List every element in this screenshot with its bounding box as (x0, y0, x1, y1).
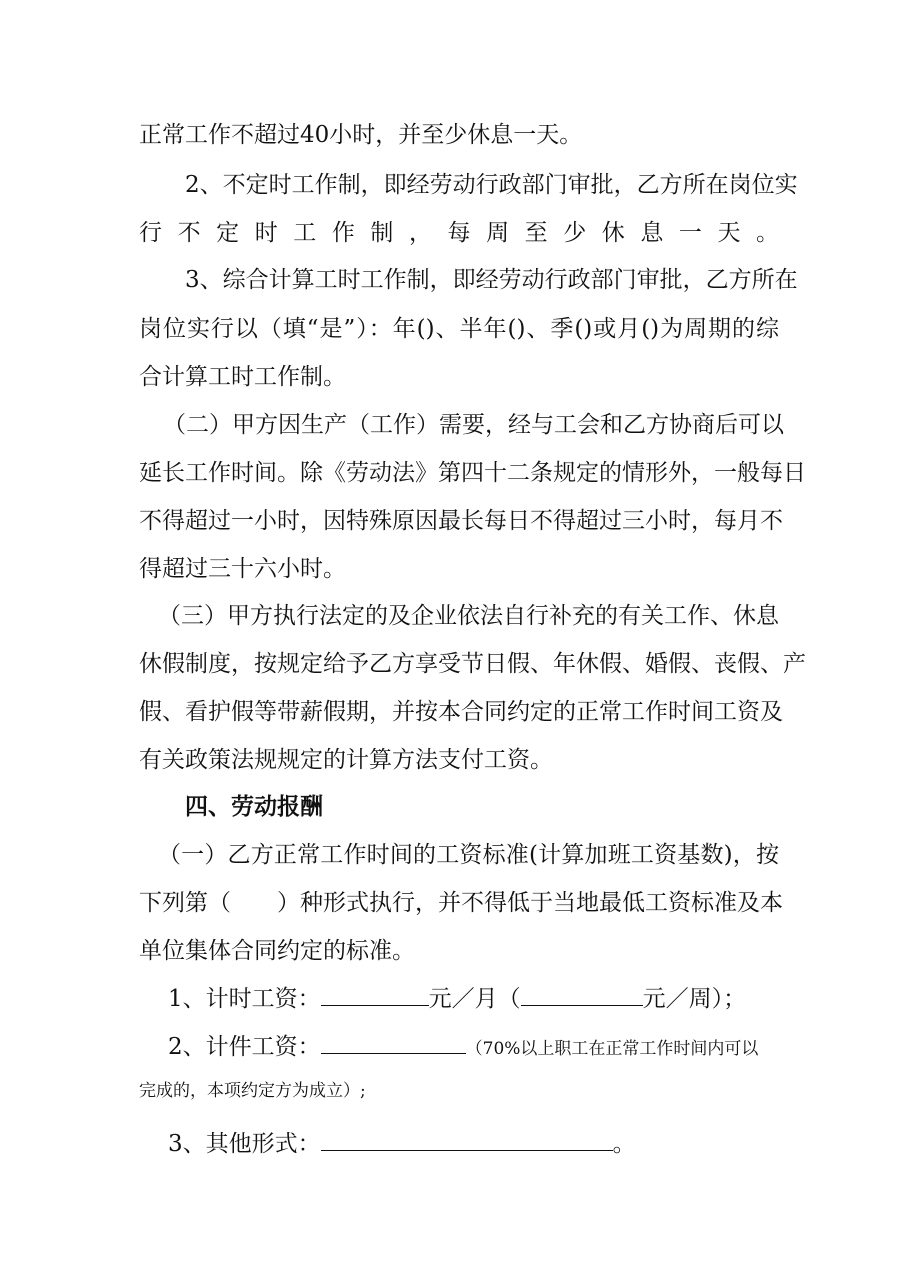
text-line: 休假制度，按规定给予乙方享受节日假、年休假、婚假、丧假、产 (139, 651, 806, 677)
text-line: 合计算工时工作制。 (139, 364, 346, 390)
text-line: 2、不定时工作制，即经劳动行政部门审批，乙方所在岗位实 (185, 172, 798, 198)
piece-wage-note-cont: 完成的，本项约定方为成立）; (139, 1081, 366, 1101)
monthly-wage-blank[interactable] (321, 983, 429, 1006)
text-line: 岗位实行以（填“是”）：年()、半年()、季()或月()为周期的综 (139, 316, 779, 342)
text-line: 单位集体合同约定的标准。 (139, 938, 415, 964)
text-line: 得超过三十六小时。 (139, 556, 346, 582)
weekly-wage-blank[interactable] (521, 983, 643, 1006)
text-line: （一）乙方正常工作时间的工资标准(计算加班工资基数)，按 (158, 842, 779, 868)
time-wage-line (168, 983, 779, 1014)
text-line: 不得超过一小时，因特殊原因最长每日不得超过三小时，每月不 (139, 508, 783, 534)
other-form-period: 。 (612, 1131, 636, 1157)
text-line: 3、综合计算工时工作制，即经劳动行政部门审批，乙方所在 (185, 267, 798, 293)
other-form-label: 3、其他形式： (168, 1131, 321, 1157)
piece-wage-label: 2、计件工资： (168, 1034, 321, 1060)
text-line: 有关政策法规规定的计算方法支付工资。 (139, 747, 553, 773)
other-form-line (168, 1128, 779, 1159)
month-unit: 元／月（ (428, 986, 521, 1012)
text-line: 下列第（ ）种形式执行，并不得低于当地最低工资标准及本 (139, 890, 783, 916)
other-form-blank[interactable] (321, 1128, 613, 1151)
piece-wage-blank[interactable] (321, 1031, 466, 1054)
text-line: （三）甲方执行法定的及企业依法自行补充的有关工作、休息 (158, 603, 779, 629)
piece-wage-note: （70%以上职工在正常工作时间内可以 (465, 1039, 759, 1059)
time-wage-label: 1、计时工资： (168, 986, 321, 1012)
text-line: （二）甲方因生产（工作）需要，经与工会和乙方协商后可以 (163, 412, 784, 438)
text-line: 假、看护假等带薪假期，并按本合同约定的正常工作时间工资及 (139, 699, 783, 725)
week-unit: 元／周）； (642, 986, 747, 1012)
text-line: 正常工作不超过40小时，并至少休息一天。 (139, 122, 583, 148)
section-heading: 四、劳动报酬 (185, 793, 323, 820)
text-line: 行不定时工作制，每周至少休息一天。 (139, 220, 779, 246)
piece-wage-line (168, 1031, 779, 1064)
text-line: 延长工作时间。除《劳动法》第四十二条规定的情形外，一般每日 (139, 460, 806, 486)
